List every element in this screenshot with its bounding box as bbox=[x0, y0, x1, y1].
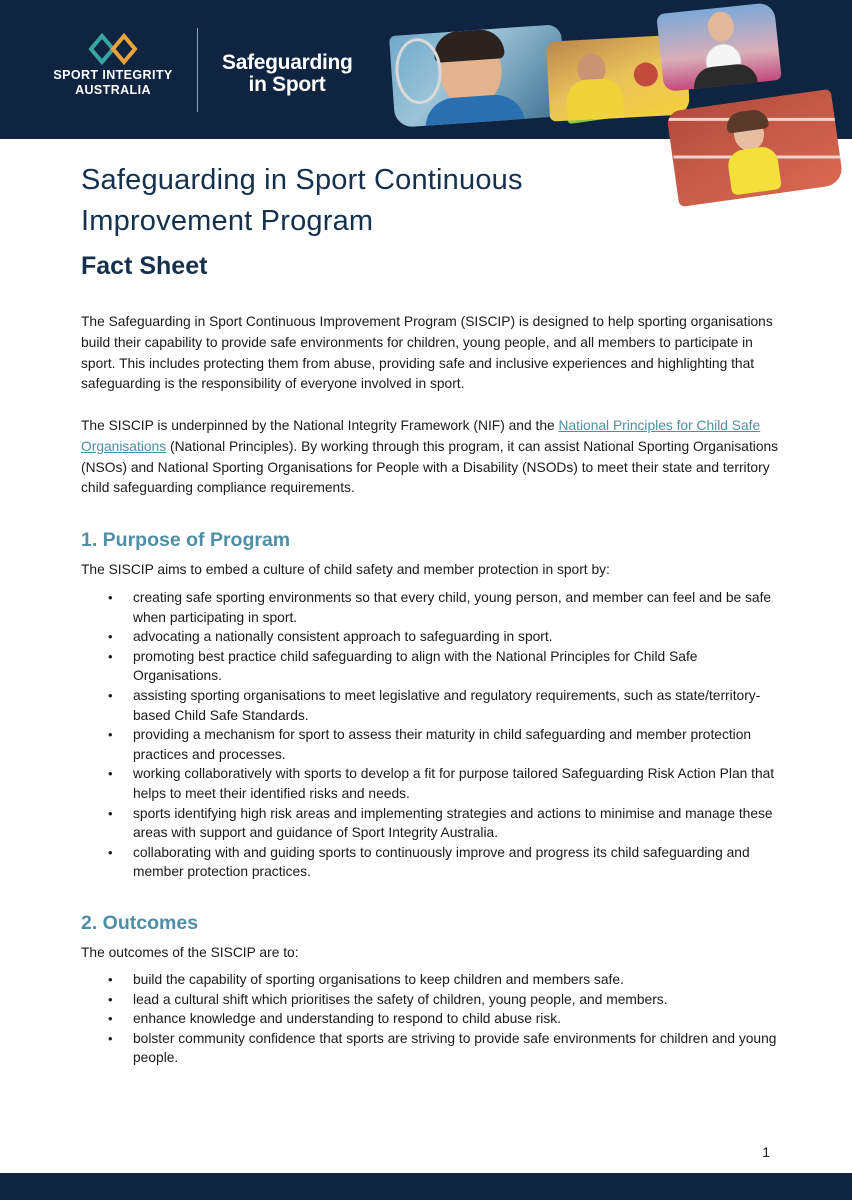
document-title bbox=[81, 160, 781, 242]
list-item bbox=[81, 686, 781, 725]
list-item-text: build the capability of sporting organisations to keep children and members safe. bbox=[133, 972, 624, 987]
list-item-text: collaborating with and guiding sports to continuously improve and progress its child safeguarding and member protection practices. bbox=[133, 844, 750, 880]
header-divider bbox=[197, 28, 198, 112]
bullet-icon: • bbox=[108, 727, 113, 743]
section-lead-outcomes: The outcomes of the SISCIP are to: bbox=[81, 945, 299, 960]
list-item bbox=[81, 843, 781, 882]
bullet-icon: • bbox=[108, 844, 113, 860]
list-item-text: providing a mechanism for sport to assess their maturity in child safeguarding and member protection practices and processes. bbox=[133, 727, 752, 762]
title-line-2: Improvement Program bbox=[81, 205, 374, 237]
bullet-icon: • bbox=[108, 1011, 113, 1027]
list-item bbox=[81, 627, 781, 647]
section-lead-purpose: The SISCIP aims to embed a culture of child safety and member protection in sport by: bbox=[81, 562, 610, 577]
bullet-icon: • bbox=[108, 972, 113, 987]
intro-paragraph-1: The Safeguarding in Sport Continuous Improvement Program (SISCIP) is designed to help sporting organisations build their capability to provide safe environments for children, young people, and all members to participate in sport. This includes protecting them from abuse, providing safe and inclusive experiences and highlighting that safeguarding is the responsibility of everyone involved in sport. bbox=[81, 314, 773, 392]
list-item-text: bolster community confidence that sports are striving to provide safe environments for children and young people. bbox=[133, 1030, 777, 1066]
bullet-icon: • bbox=[108, 991, 113, 1007]
page-header-banner bbox=[0, 0, 852, 139]
bullet-icon: • bbox=[108, 1030, 113, 1046]
list-item-text: lead a cultural shift which prioritises the safety of children, young people, and members. bbox=[133, 991, 668, 1007]
bullet-icon: • bbox=[108, 766, 113, 782]
list-item bbox=[81, 990, 781, 1010]
wordmark-line-1: Safeguarding bbox=[222, 51, 353, 74]
list-item bbox=[81, 764, 781, 803]
logo-mark-icon bbox=[87, 30, 139, 68]
intro-2-text-before-link: The SISCIP is underpinned by the National Integrity Framework (NIF) and the bbox=[81, 418, 559, 433]
list-item bbox=[81, 804, 781, 843]
bullet-icon: • bbox=[108, 629, 113, 645]
list-item-text: creating safe sporting environments so that every child, young person, and member can feel and be safe when participating in sport. bbox=[133, 590, 772, 625]
page-footer-bar bbox=[0, 1173, 852, 1200]
list-item bbox=[81, 1009, 781, 1029]
list-item-text: sports identifying high risk areas and implementing strategies and actions to minimise and manage these areas with support and guidance of Sport Integrity Australia. bbox=[133, 805, 773, 841]
list-item-text: promoting best practice child safeguarding to align with the National Principles for Child Safe Organisations. bbox=[133, 648, 698, 684]
list-item-text: advocating a nationally consistent approach to safeguarding in sport. bbox=[133, 629, 553, 645]
list-item bbox=[81, 647, 781, 686]
bullet-icon: • bbox=[108, 648, 113, 664]
logo-text-line-2: AUSTRALIA bbox=[75, 83, 151, 97]
safeguarding-in-sport-wordmark bbox=[222, 52, 352, 96]
bullet-icon: • bbox=[108, 805, 113, 821]
bullet-icon: • bbox=[108, 687, 113, 703]
list-item bbox=[81, 725, 781, 764]
section-heading-purpose: 1. Purpose of Program bbox=[81, 529, 291, 551]
bullet-icon: • bbox=[108, 590, 113, 605]
list-item bbox=[81, 970, 781, 990]
list-item-text: enhance knowledge and understanding to respond to child abuse risk. bbox=[133, 1011, 561, 1027]
outcomes-bullet-list bbox=[81, 970, 781, 1068]
title-line-1: Safeguarding in Sport Continuous bbox=[81, 164, 523, 196]
wordmark-line-2: in Sport bbox=[248, 73, 326, 96]
sport-integrity-australia-logo bbox=[52, 30, 174, 98]
intro-paragraph-2 bbox=[81, 416, 781, 499]
purpose-bullet-list bbox=[81, 588, 781, 882]
list-item bbox=[81, 588, 781, 627]
document-body bbox=[81, 160, 781, 1066]
section-heading-outcomes: 2. Outcomes bbox=[81, 912, 199, 934]
logo-text-line-1: SPORT INTEGRITY bbox=[53, 68, 173, 82]
page-number: 1 bbox=[762, 1144, 770, 1160]
list-item bbox=[81, 1029, 781, 1068]
national-principles-link[interactable]: National Principles for Child Safe Organisations bbox=[81, 418, 761, 454]
document-subtitle: Fact Sheet bbox=[81, 252, 208, 280]
list-item-text: working collaboratively with sports to develop a fit for purpose tailored Safeguarding Risk Action Plan that helps to meet their identified risks and needs. bbox=[133, 766, 775, 801]
list-item-text: assisting sporting organisations to meet legislative and regulatory requirements, such as state/territory-based Child Safe Standards. bbox=[133, 687, 761, 723]
intro-2-text-after-link: (National Principles). By working through this program, it can assist National Sporting Organisations (NSOs) and National Sporting Organisations for People with a Disability (NSODs) to meet their state and territory child safeguarding compliance requirements. bbox=[81, 438, 779, 496]
